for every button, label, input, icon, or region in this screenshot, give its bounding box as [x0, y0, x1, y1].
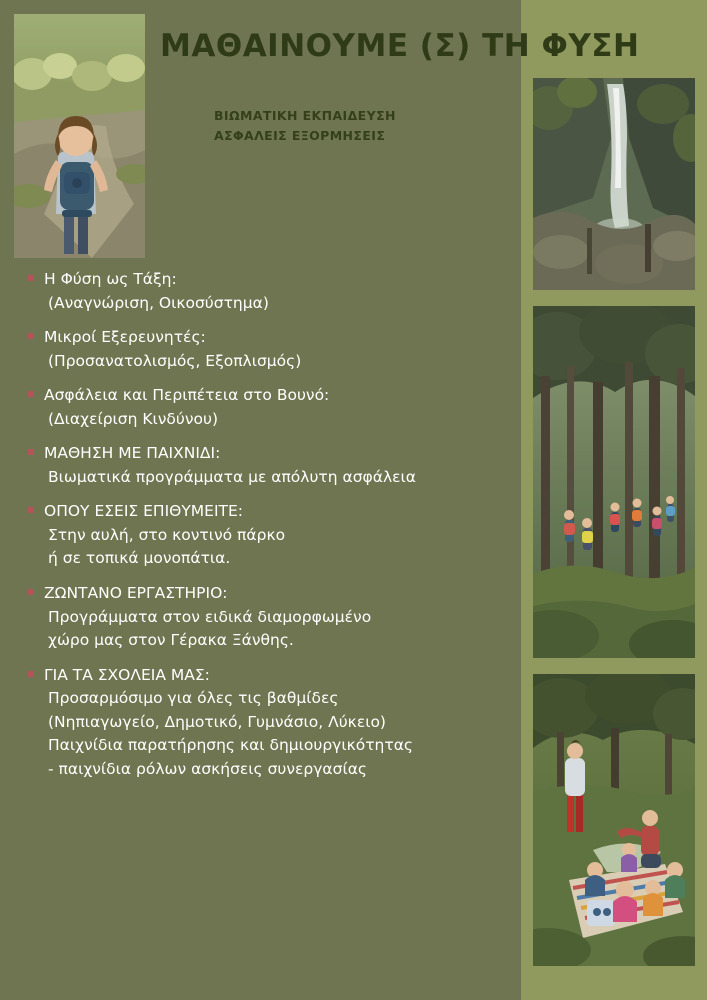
waterfall-rocks-photo: [533, 78, 695, 290]
bullet-list: [26, 268, 521, 792]
subtitle-line-2: ΑΣΦΑΛΕΙΣ ΕΞΟΡΜΗΣΕΙΣ: [214, 128, 386, 143]
bullet-marker-icon: [28, 275, 34, 281]
list-item-line: ΜΑΘΗΣΗ ΜΕ ΠΑΙΧΝΙΔΙ:: [44, 444, 221, 463]
list-item: [26, 326, 521, 373]
bullet-marker-icon: [28, 507, 34, 513]
list-item-line: (Αναγνώριση, Οικοσύστημα): [48, 293, 269, 312]
list-item-line: χώρο μας στον Γέρακα Ξάνθης.: [48, 631, 294, 650]
bullet-marker-icon: [28, 391, 34, 397]
bullet-marker-icon: [28, 671, 34, 677]
list-item-line: Προσαρμόσιμο για όλες τις βαθμίδες: [48, 689, 339, 708]
list-item-line: (Διαχείριση Κινδύνου): [48, 409, 219, 428]
list-item-line: ΖΩΝΤΑΝΟ ΕΡΓΑΣΤΗΡΙΟ:: [44, 584, 228, 603]
list-item-line: ΟΠΟΥ ΕΣΕΙΣ ΕΠΙΘΥΜΕΙΤΕ:: [44, 502, 244, 521]
list-item-line: ή σε τοπικά μονοπάτια.: [48, 549, 231, 568]
list-item-line: Η Φύση ως Τάξη:: [44, 270, 177, 288]
list-item: [26, 582, 521, 653]
page-subtitle: [214, 106, 514, 146]
list-item-line: ΓΙΑ ΤΑ ΣΧΟΛΕΙΑ ΜΑΣ:: [44, 665, 210, 684]
list-item-line: (Νηπιαγωγείο, Δημοτικό, Γυμνάσιο, Λύκειο): [48, 712, 386, 731]
forest-children-walking-photo: [533, 306, 695, 658]
bullet-marker-icon: [28, 449, 34, 455]
subtitle-line-1: ΒΙΩΜΑΤΙΚΗ ΕΚΠΑΙΔΕΥΣΗ: [214, 108, 396, 123]
page-title: ΜΑΘΑΙΝΟΥΜΕ (Σ) ΤΗ ΦΥΣΗ: [160, 28, 640, 64]
list-item-line: Μικροί Εξερευνητές:: [44, 328, 206, 347]
list-item: [26, 268, 521, 315]
list-item-line: Παιχνίδια παρατήρησης και δημιουργικότητας: [48, 736, 414, 755]
list-item-line: Προγράμματα στον ειδικά διαμορφωμένο: [48, 607, 372, 626]
child-hiker-photo: [14, 14, 145, 258]
list-item-line: Στην αυλή, στο κοντινό πάρκο: [48, 525, 286, 544]
list-item-line: - παιχνίδια ρόλων ασκήσεις συνεργασίας: [48, 759, 368, 778]
children-picnic-blanket-photo: [533, 674, 695, 966]
bullet-marker-icon: [28, 333, 34, 339]
bullet-marker-icon: [28, 589, 34, 595]
list-item: [26, 384, 521, 431]
list-item: [26, 664, 521, 782]
list-item: [26, 500, 521, 571]
list-item-line: (Προσανατολισμός, Εξοπλισμός): [48, 351, 302, 370]
list-item: [26, 442, 521, 489]
list-item-line: Βιωματικά προγράμματα με απόλυτη ασφάλεια: [48, 467, 417, 486]
list-item-line: Ασφάλεια και Περιπέτεια στο Βουνό:: [44, 386, 330, 405]
